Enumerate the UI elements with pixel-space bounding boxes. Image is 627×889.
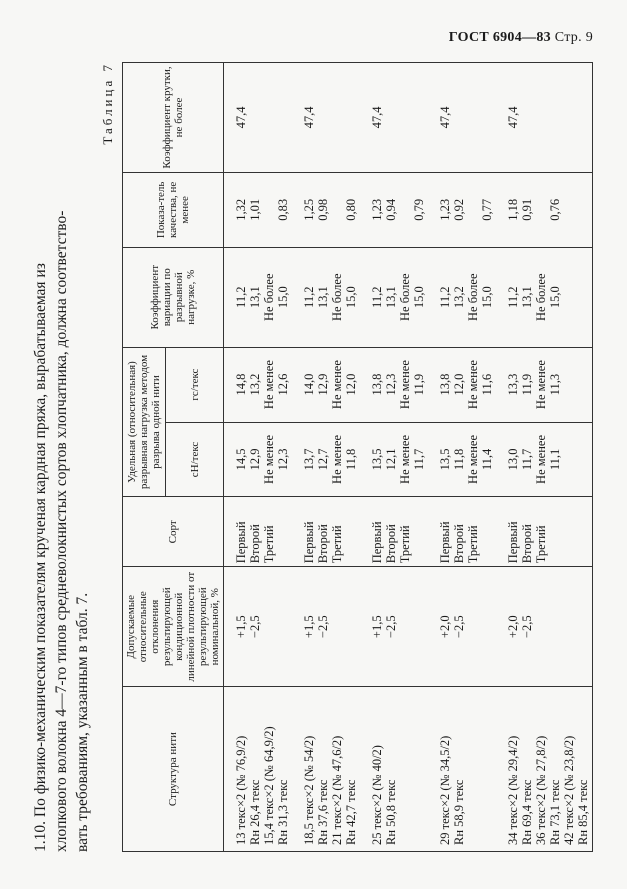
cell-line: 11,7 <box>412 448 426 471</box>
cell-structure <box>496 687 593 852</box>
cell-quality <box>292 172 360 247</box>
cell-line: 14,5 <box>234 448 248 471</box>
cell-line: Не более <box>262 273 276 321</box>
cell-structure <box>360 687 428 852</box>
cell-line: 1,18 <box>506 198 520 221</box>
table-row <box>428 63 496 852</box>
cell-line: 13,1 <box>248 286 262 309</box>
cell-grades <box>360 497 428 567</box>
cell-line: Rн 26,4 текс <box>248 779 262 845</box>
cell-line: Первый <box>234 521 248 564</box>
cell-line <box>534 176 548 244</box>
cell-line: 0,98 <box>316 198 330 221</box>
cell-line: Rн 50,8 текс <box>384 779 398 845</box>
cell-line: −2,5 <box>452 615 466 639</box>
cell-sn <box>428 422 496 497</box>
cell-line: Rн 37,6 текс <box>316 779 330 845</box>
cell-line: 13,2 <box>452 286 466 309</box>
cell-line: 13,1 <box>520 286 534 309</box>
cell-line: Rн 73,1 текс <box>548 779 562 845</box>
cell-structure <box>428 687 496 852</box>
cell-line: Не более <box>398 273 412 321</box>
cell-line: 1,23 <box>370 198 384 221</box>
cell-line: 47,4 <box>506 106 520 129</box>
cell-line: Первый <box>302 521 316 564</box>
cell-gs <box>428 347 496 422</box>
cell-line: Первый <box>506 521 520 564</box>
cell-line: 21 текс×2 (№ 47,6/2) <box>330 735 344 845</box>
table-row <box>224 63 293 852</box>
cell-line: 11,2 <box>302 286 316 308</box>
cell-line: 13,2 <box>248 373 262 396</box>
cell-line: Rн 85,4 текс <box>576 779 590 845</box>
cell-line: Не менее <box>398 360 412 410</box>
cell-line: Третий <box>466 525 480 564</box>
cell-line: 13,0 <box>506 448 520 471</box>
cell-line <box>398 176 412 244</box>
cell-line: Не менее <box>262 360 276 410</box>
cell-line: 0,76 <box>548 198 562 221</box>
cell-line: 47,4 <box>302 106 316 129</box>
header-grade: Сорт <box>123 497 224 567</box>
cell-line: Второй <box>452 524 466 564</box>
cell-line: 11,2 <box>370 286 384 308</box>
cell-line: 47,4 <box>370 106 384 129</box>
cell-line: Не более <box>466 273 480 321</box>
cell-line: 11,2 <box>438 286 452 308</box>
cell-line: Не менее <box>398 434 412 484</box>
cell-line: 29 текс×2 (№ 34,5/2) <box>438 735 452 845</box>
cell-line: 1,25 <box>302 198 316 221</box>
cell-quality <box>360 172 428 247</box>
cell-line: Второй <box>384 524 398 564</box>
cell-line: Rн 58,9 текс <box>452 779 466 845</box>
standard-number: ГОСТ 6904—83 <box>448 30 551 45</box>
cell-quality <box>496 172 593 247</box>
cell-gs <box>224 347 293 422</box>
cell-line: 36 текс×2 (№ 27,8/2) <box>534 735 548 845</box>
cell-line: −2,5 <box>384 615 398 639</box>
cell-line: Третий <box>534 525 548 564</box>
cell-gs <box>496 347 593 422</box>
cell-line: Не менее <box>534 434 548 484</box>
paragraph-line: вать требованиям, указанным в табл. 7. <box>74 592 91 852</box>
cell-line: Rн 42,7 текс <box>344 779 358 845</box>
cell-line: 12,3 <box>384 373 398 396</box>
cell-line: +2,0 <box>506 615 520 639</box>
cell-line: 0,83 <box>276 198 290 221</box>
header-quality: Показа-тель качества, не менее <box>123 172 224 247</box>
cell-line: Второй <box>520 524 534 564</box>
cell-twist <box>224 63 293 173</box>
cell-line: −2,5 <box>248 615 262 639</box>
cell-line: Второй <box>248 524 262 564</box>
table-body <box>224 63 593 852</box>
cell-line: 13,1 <box>384 286 398 309</box>
cell-line: Не менее <box>466 360 480 410</box>
cell-line: 0,94 <box>384 198 398 221</box>
header-sn-tex: сН/текс <box>166 422 224 497</box>
page-header <box>449 30 593 46</box>
cell-line: 11,1 <box>548 448 562 471</box>
header-twist: Коэффициент крутки, не более <box>123 63 224 173</box>
cell-line: 15,0 <box>344 286 358 309</box>
paragraph-line: 1.10. По физико-механическим показателям крученая кардная пряжа, вырабатываемая из <box>32 263 49 852</box>
cell-line: 11,7 <box>520 448 534 471</box>
cell-line: 1,32 <box>234 198 248 221</box>
cell-line: 15,0 <box>276 286 290 309</box>
cell-line: 0,92 <box>452 198 466 221</box>
cell-line: Второй <box>316 524 330 564</box>
cell-sn <box>360 422 428 497</box>
cell-line: 12,9 <box>316 373 330 396</box>
cell-quality <box>428 172 496 247</box>
cell-line: 11,2 <box>506 286 520 308</box>
cell-line: 11,2 <box>234 286 248 308</box>
cell-line: 13,7 <box>302 448 316 471</box>
cell-var <box>292 247 360 347</box>
cell-var <box>360 247 428 347</box>
cell-line <box>262 176 276 244</box>
cell-line: −2,5 <box>316 615 330 639</box>
cell-line: 12,3 <box>276 448 290 471</box>
cell-deviation <box>224 567 293 687</box>
page-number: Стр. 9 <box>554 30 593 45</box>
cell-deviation <box>428 567 496 687</box>
cell-line: +2,0 <box>438 615 452 639</box>
cell-var <box>428 247 496 347</box>
cell-twist <box>360 63 428 173</box>
cell-line: −2,5 <box>520 615 534 639</box>
paragraph-line: хлопкового волокна 4—7-го типов средневолокнистых сортов хлопчатника, должна соответство- <box>53 210 70 852</box>
cell-gs <box>292 347 360 422</box>
cell-line: +1,5 <box>370 615 384 639</box>
cell-line: Третий <box>398 525 412 564</box>
cell-var <box>224 247 293 347</box>
cell-line: 0,80 <box>344 198 358 221</box>
cell-grades <box>496 497 593 567</box>
cell-line: 13,1 <box>316 286 330 309</box>
cell-line: 11,8 <box>344 448 358 471</box>
cell-deviation <box>360 567 428 687</box>
cell-line: Не менее <box>262 434 276 484</box>
cell-line: 25 текс×2 (№ 40/2) <box>370 745 384 845</box>
cell-line: Не более <box>534 273 548 321</box>
cell-line: Не более <box>330 273 344 321</box>
cell-line: Третий <box>262 525 276 564</box>
cell-line: +1,5 <box>234 615 248 639</box>
cell-line: +1,5 <box>302 615 316 639</box>
cell-sn <box>496 422 593 497</box>
cell-line <box>330 176 344 244</box>
cell-line: 0,77 <box>480 198 494 221</box>
header-structure: Структура нити <box>123 687 224 852</box>
cell-line: 12,7 <box>316 448 330 471</box>
cell-line: 12,0 <box>452 373 466 396</box>
cell-grades <box>292 497 360 567</box>
cell-line: 12,6 <box>276 373 290 396</box>
cell-line: Не менее <box>534 360 548 410</box>
cell-line: 14,8 <box>234 373 248 396</box>
cell-line: Первый <box>438 521 452 564</box>
cell-line: 47,4 <box>438 106 452 129</box>
cell-line: 12,1 <box>384 448 398 471</box>
cell-grades <box>428 497 496 567</box>
cell-line: 34 текс×2 (№ 29,4/2) <box>506 735 520 845</box>
cell-grades <box>224 497 293 567</box>
header-gs-tex: гс/текс <box>166 347 224 422</box>
table-row <box>292 63 360 852</box>
cell-line: 18,5 текс×2 (№ 54/2) <box>302 735 316 845</box>
cell-line: Третий <box>330 525 344 564</box>
cell-line: Не менее <box>330 360 344 410</box>
cell-line: 11,8 <box>452 448 466 471</box>
table-caption: Таблица 7 <box>100 62 115 145</box>
cell-line: 15,0 <box>480 286 494 309</box>
cell-line: 13 текс×2 (№ 76,9/2) <box>234 735 248 845</box>
cell-structure <box>292 687 360 852</box>
cell-line: 1,23 <box>438 198 452 221</box>
cell-line: 42 текс×2 (№ 23,8/2) <box>562 735 576 845</box>
rotated-content <box>30 62 602 852</box>
cell-line: 11,6 <box>480 373 494 396</box>
cell-twist <box>496 63 593 173</box>
header-variation: Коэффициент вариации по разрывной нагрузке, % <box>123 247 224 347</box>
cell-var <box>496 247 593 347</box>
table-row <box>360 63 428 852</box>
cell-line: 13,5 <box>370 448 384 471</box>
header-deviation: Допускаемые относительные отклонения результирующей кондиционной линейной плотности от результирующей номинальной, % <box>123 567 224 687</box>
cell-line: 12,0 <box>344 373 358 396</box>
cell-quality <box>224 172 293 247</box>
cell-line: 11,9 <box>520 373 534 396</box>
cell-line: Не менее <box>466 434 480 484</box>
cell-line: 11,9 <box>412 373 426 396</box>
cell-line: 11,4 <box>480 448 494 471</box>
cell-structure <box>224 687 293 852</box>
cell-twist <box>292 63 360 173</box>
cell-gs <box>360 347 428 422</box>
cell-line: 11,3 <box>548 373 562 396</box>
cell-line: 0,79 <box>412 198 426 221</box>
cell-line: Не менее <box>330 434 344 484</box>
properties-table <box>122 62 593 852</box>
table-row <box>496 63 593 852</box>
cell-deviation <box>292 567 360 687</box>
cell-line: 15,4 текс×2 (№ 64,9/2) <box>262 726 276 845</box>
cell-line <box>466 176 480 244</box>
cell-line: 14,0 <box>302 373 316 396</box>
cell-sn <box>224 422 293 497</box>
cell-twist <box>428 63 496 173</box>
cell-deviation <box>496 567 593 687</box>
cell-line: 13,3 <box>506 373 520 396</box>
cell-line: Rн 31,3 текс <box>276 779 290 845</box>
header-breaking-load: Удельная (относительная) разрывная нагрузка методом разрыва одной нити <box>123 347 166 497</box>
cell-line: Rн 69,4 текс <box>520 779 534 845</box>
cell-line: 13,5 <box>438 448 452 471</box>
cell-line: 47,4 <box>234 106 248 129</box>
cell-line: 0,91 <box>520 198 534 221</box>
cell-sn <box>292 422 360 497</box>
cell-line: Первый <box>370 521 384 564</box>
cell-line: 15,0 <box>412 286 426 309</box>
cell-line: 15,0 <box>548 286 562 309</box>
cell-line: 12,9 <box>248 448 262 471</box>
clause-paragraph <box>30 62 93 852</box>
cell-line: 1,01 <box>248 198 262 221</box>
cell-line: 13,8 <box>370 373 384 396</box>
cell-line: 13,8 <box>438 373 452 396</box>
